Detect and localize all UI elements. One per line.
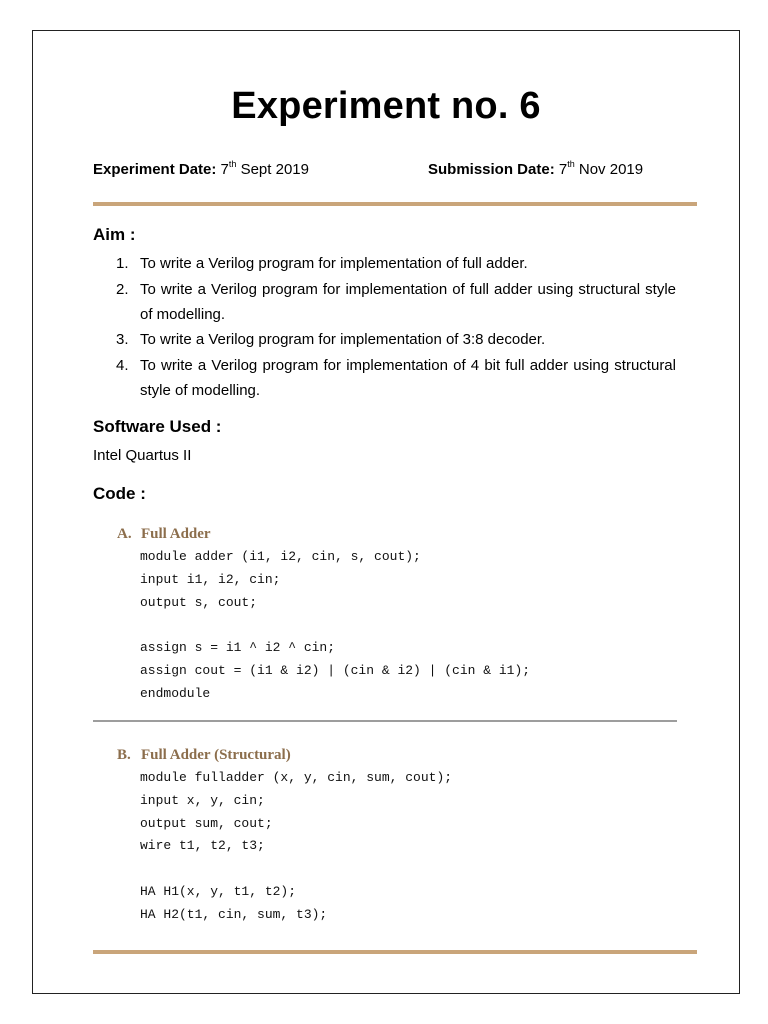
aim-item: 3. To write a Verilog program for implementation of 3:8 decoder. [116, 331, 546, 348]
aim-item: 1. To write a Verilog program for implementation of full adder. [116, 255, 528, 272]
document-page [32, 30, 740, 994]
code-heading: Code : [93, 484, 146, 503]
aim-item: 4. To write a Verilog program for implementation of 4 bit full adder using structural style of modelling. [116, 356, 676, 399]
submission-date-day: 7 [558, 161, 568, 178]
section-divider [93, 720, 677, 722]
code-block-full-adder-structural: module fulladder (x, y, cin, sum, cout); input x, y, cin; output sum, cout; wire t1, t2, t3; HA H1(x, y, t1, t2); HA H2(t1, cin, sum, t3); [140, 770, 453, 922]
code-section-a-heading: A. Full Adder [117, 526, 211, 542]
submission-date-suffix: th [567, 159, 575, 169]
aim-heading: Aim : [93, 225, 136, 244]
software-value: Intel Quartus II [93, 447, 192, 464]
submission-date-rest: Nov 2019 [574, 161, 644, 178]
experiment-date-label: Experiment Date: [93, 161, 217, 178]
page-title: Experiment no. 6 [231, 85, 541, 127]
submission-date [428, 161, 643, 178]
experiment-date-day: 7 [220, 161, 229, 178]
aim-list [93, 251, 676, 403]
header-divider [93, 202, 697, 206]
software-heading: Software Used : [93, 417, 222, 436]
experiment-date [93, 161, 309, 178]
footer-divider [93, 950, 697, 954]
experiment-date-rest: Sept 2019 [236, 161, 309, 178]
code-section-b-heading: B. Full Adder (Structural) [117, 747, 291, 763]
aim-item: 2. To write a Verilog program for implementation of full adder using structural style of modelling. [116, 280, 676, 323]
experiment-date-suffix: th [228, 159, 237, 169]
submission-date-label: Submission Date: [428, 161, 555, 178]
code-block-full-adder: module adder (i1, i2, cin, s, cout); input i1, i2, cin; output s, cout; assign s = i1 ^ i2 ^ cin; assign cout = (i1 & i2) | (cin & i2) | (cin & i1); endmodule [140, 549, 531, 701]
